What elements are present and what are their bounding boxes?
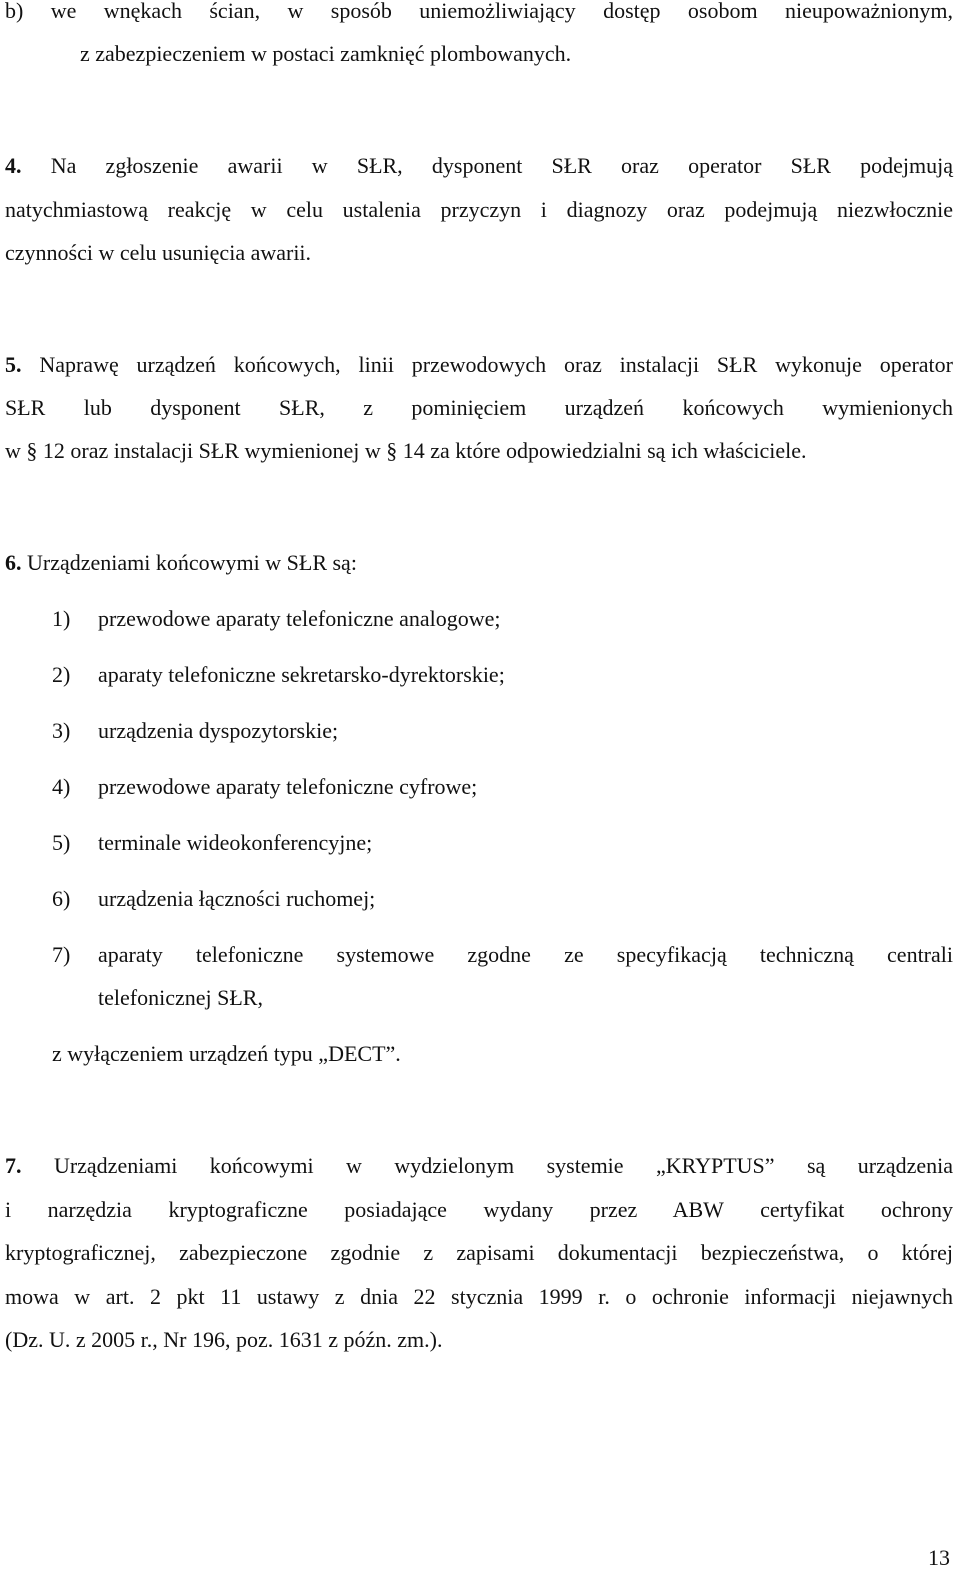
paragraph-4-number: 4. [5, 153, 22, 178]
list-item-text: aparaty telefoniczne sekretarsko-dyrektorskie; [98, 662, 505, 687]
paragraph-7-number: 7. [5, 1153, 22, 1178]
paragraph-6-closing: z wyłączeniem urządzeń typu „DECT”. [52, 1041, 401, 1066]
list-item-text: urządzenia dyspozytorskie; [98, 718, 339, 743]
list-item-number: 6) [52, 886, 71, 911]
list-item-text-continued: telefonicznej SŁR, [98, 985, 263, 1010]
paragraph-4-line-2: natychmiastową reakcję w celu ustalenia przyczyn i diagnozy oraz podejmują niezwłocznie [5, 197, 953, 222]
list-item-number: 2) [52, 662, 71, 687]
list-item-number: 3) [52, 718, 71, 743]
paragraph-5-line-3: w § 12 oraz instalacji SŁR wymienionej w § 14 za które odpowiedzialni są ich właściciele. [5, 438, 807, 463]
paragraph-5-text: Naprawę urządzeń końcowych, linii przewodowych oraz instalacji SŁR wykonuje operator [39, 352, 953, 377]
list-item-number: 4) [52, 774, 71, 799]
list-item-number: 7) [52, 942, 71, 967]
paragraph-7-line-2: i narzędzia kryptograficzne posiadające wydany przez ABW certyfikat ochrony [5, 1197, 953, 1222]
paragraph-5-number: 5. [5, 352, 22, 377]
paragraph-6-intro [5, 548, 953, 578]
paragraph-7-line-4: mowa w art. 2 pkt 11 ustawy z dnia 22 stycznia 1999 r. o ochronie informacji niejawnych [5, 1284, 953, 1309]
list-item-text: aparaty telefoniczne systemowe zgodne ze specyfikacją techniczną centrali [98, 942, 953, 967]
paragraph-4-text: Na zgłoszenie awarii w SŁR, dysponent SŁR oraz operator SŁR podejmują [50, 153, 953, 178]
paragraph-7-line-3: kryptograficznej, zabezpieczone zgodnie z zapisami dokumentacji bezpieczeństwa, o której [5, 1240, 953, 1265]
paragraph-4-line-3: czynności w celu usunięcia awarii. [5, 240, 312, 265]
paragraph-4-line-1 [5, 151, 953, 181]
paragraph-7-text: Urządzeniami końcowymi w wydzielonym systemie „KRYPTUS” są urządzenia [53, 1153, 954, 1178]
paragraph-6-text: Urządzeniami końcowymi w SŁR są: [27, 550, 357, 575]
item-b-line-2: z zabezpieczeniem w postaci zamknięć plombowanych. [80, 41, 572, 66]
page-number: 13 [928, 1545, 950, 1570]
paragraph-7-line-1 [5, 1151, 953, 1181]
item-b-line-1: b) we wnękach ścian, w sposób uniemożliwiający dostęp osobom nieupoważnionym, [5, 0, 953, 23]
list-item-number: 5) [52, 830, 71, 855]
list-item-text: przewodowe aparaty telefoniczne analogowe; [98, 606, 501, 631]
paragraph-5-line-1 [5, 350, 953, 380]
list-item-number: 1) [52, 606, 71, 631]
list-item-text: urządzenia łączności ruchomej; [98, 886, 376, 911]
paragraph-7-line-5: (Dz. U. z 2005 r., Nr 196, poz. 1631 z późn. zm.). [5, 1327, 443, 1352]
list-item-text: terminale wideokonferencyjne; [98, 830, 373, 855]
paragraph-5-line-2: SŁR lub dysponent SŁR, z pominięciem urządzeń końcowych wymienionych [5, 395, 953, 420]
paragraph-6-number: 6. [5, 550, 22, 575]
list-item-text: przewodowe aparaty telefoniczne cyfrowe; [98, 774, 478, 799]
